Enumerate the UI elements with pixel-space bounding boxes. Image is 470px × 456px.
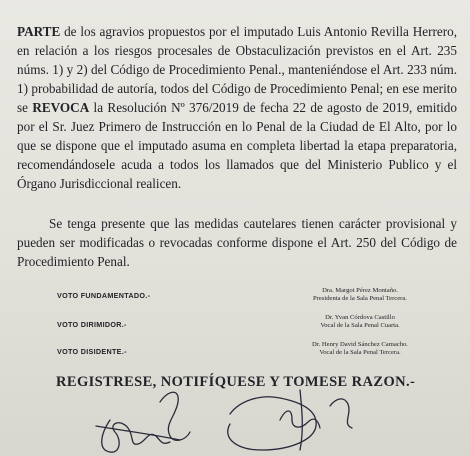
signatory-role: Vocal de la Sala Penal Cuarta. xyxy=(320,322,400,329)
vote-label-fundamentado: VOTO FUNDAMENTADO.- xyxy=(57,291,151,300)
vote-label-dirimidor: VOTO DIRIMIDOR.- xyxy=(57,320,127,329)
closing-formula: REGISTRESE, NOTIFÍQUESE Y TOMESE RAZON.- xyxy=(56,374,416,390)
signature-stroke-2 xyxy=(96,426,180,440)
resolution-paragraph xyxy=(17,22,457,193)
signatory-name: Dr. Yvan Córdova Castillo xyxy=(325,314,395,321)
precautionary-measures-paragraph: Se tenga presente que las medidas cautelares tienen carácter provisional y pueden ser modificadas o revocadas conforme dispone el Art. 250 del Código de Procedimiento Penal. xyxy=(17,216,457,269)
signatory-block-president xyxy=(285,287,435,303)
paragraph-text-b: la Resolución Nº 376/2019 de fecha 22 de agosto de 2019, emitido por el Sr. Juez Primero de Instrucción en lo Penal de la Ciudad de El Alto, por lo que se dispone que el imputado asuma en completa libertad la etapa preparatoria, recomendándosele acuda a todos los llamados que del Ministerio Publico y el Órgano Jurisdiccional realicen. xyxy=(17,100,457,191)
revoca-word: REVOCA xyxy=(32,100,90,115)
signature-stroke-7 xyxy=(330,399,352,428)
signatory-role: Vocal de la Sala Penal Tercera. xyxy=(319,349,401,356)
signature-stroke-6 xyxy=(300,390,302,450)
lead-word: PARTE xyxy=(17,24,61,39)
vote-label-disidente: VOTO DISIDENTE.- xyxy=(57,347,127,356)
signature-stroke-5 xyxy=(280,411,320,428)
signatory-name: Dr. Henry David Sánchez Camacho. xyxy=(312,341,408,348)
handwritten-signatures xyxy=(0,380,470,456)
signatory-block-vocal-tercera xyxy=(285,341,435,357)
signatory-name: Dra. Margot Pérez Montaño. xyxy=(322,287,398,294)
signature-stroke-3 xyxy=(160,392,190,440)
paragraph-text-a: de los agravios propuestos por el imputado Luis Antonio Revilla Herrero, en relación a los riesgos procesales de Obstaculización previstos en el Art. 235 núms. 1) y 2) del Código de Procedimiento Penal., manteniéndose el Art. 233 núm. 1) probabilidad de autoría, todos del Código de Procedimiento Penal; en ese merito se xyxy=(17,24,457,115)
signatory-block-vocal-cuarta xyxy=(285,314,435,330)
signatory-role: Presidenta de la Sala Penal Tercera. xyxy=(313,295,407,302)
